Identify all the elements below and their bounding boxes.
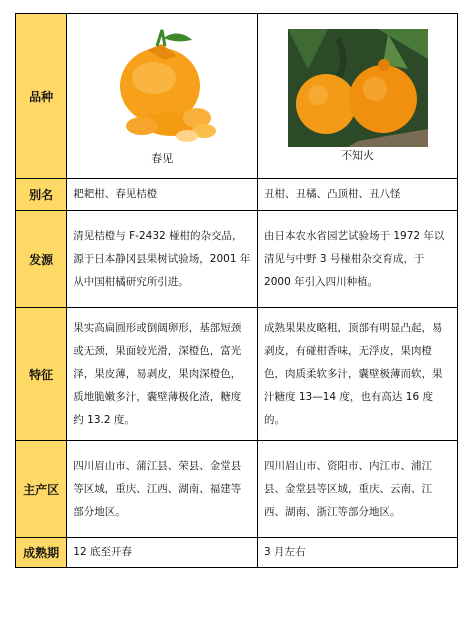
- variety-cell-chunjian: [67, 14, 258, 179]
- alias-chunjian: 耙耙柑、春见桔橙: [67, 179, 258, 211]
- row-header-alias: 别名: [16, 179, 67, 211]
- chunjian-peeled-orange-image: [102, 26, 222, 150]
- ripening-buzhihuo: 3 月左右: [258, 538, 458, 568]
- row-header-region: 主产区: [16, 441, 67, 538]
- table-row: [16, 308, 458, 441]
- variety-name-chunjian: 春见: [151, 152, 174, 165]
- variety-cell-buzhihuo: [258, 14, 458, 179]
- row-header-origin: 发源: [16, 211, 67, 308]
- table-row: [16, 538, 458, 568]
- origin-buzhihuo: 由日本农水省园艺试验场于 1972 年以清见与中野 3 号椪柑杂交育成，于 2000 年引入四川种植。: [258, 211, 458, 308]
- table-row: [16, 179, 458, 211]
- buzhihuo-fruit-on-tree-image: [288, 29, 428, 147]
- ripening-chunjian: 12 底至开春: [67, 538, 258, 568]
- region-chunjian: 四川眉山市、蒲江县、荣县、金堂县等区域，重庆、江西、湖南、福建等部分地区。: [67, 441, 258, 538]
- table-row: [16, 441, 458, 538]
- region-buzhihuo: 四川眉山市、资阳市、内江市、浦江县、金堂县等区域，重庆、云南、江西、湖南、浙江等部分地区。: [258, 441, 458, 538]
- row-header-traits: 特征: [16, 308, 67, 441]
- row-header-ripening: 成熟期: [16, 538, 67, 568]
- alias-buzhihuo: 丑柑、丑橘、凸顶柑、丑八怪: [258, 179, 458, 211]
- table-row: [16, 211, 458, 308]
- table-row: [16, 14, 458, 179]
- origin-chunjian: 清见桔橙与 F-2432 椪柑的杂交品，源于日本静冈县果树试验场，2001 年从中国柑橘研究所引进。: [67, 211, 258, 308]
- traits-chunjian: 果实高扁圆形或倒阔卵形，基部短颈或无颈，果面较光滑，深橙色，富光泽，果皮薄，易剥皮，果肉深橙色，质地脆嫩多汁，囊壁薄极化渣，糖度约 13.2 度。: [67, 308, 258, 441]
- variety-name-buzhihuo: 不知火: [341, 149, 375, 162]
- row-header-variety: 品种: [16, 14, 67, 179]
- comparison-table: [15, 13, 458, 568]
- traits-buzhihuo: 成熟果果皮略粗，顶部有明显凸起，易剥皮，有碰柑香味，无浮皮，果肉橙色，肉质柔软多汁，囊壁极薄而软，果汁糖度 13—14 度，也有高达 16 度的。: [258, 308, 458, 441]
